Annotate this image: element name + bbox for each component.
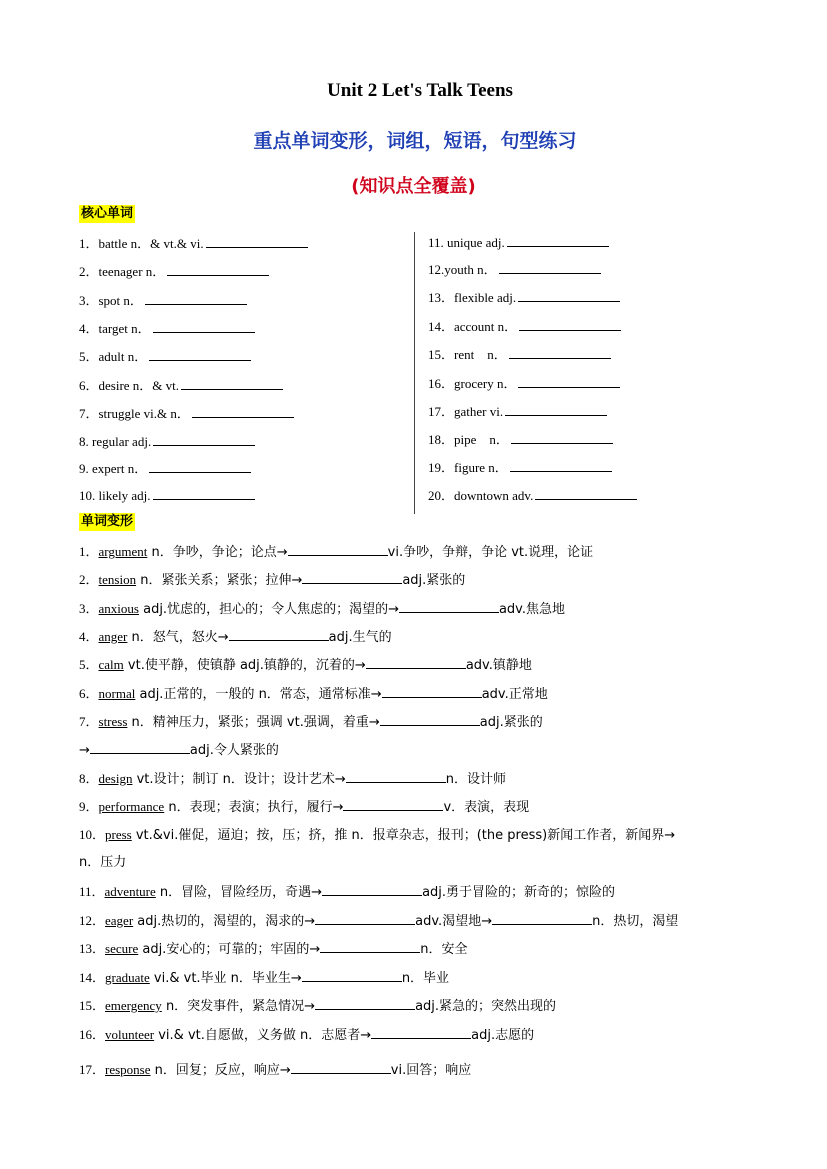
answer-blank[interactable]	[505, 402, 607, 416]
word-form-row	[79, 627, 392, 647]
base-word: press	[105, 827, 132, 842]
word-form-row	[79, 740, 279, 760]
item-number: 17．	[79, 1062, 106, 1077]
definition: adj.安心的；可靠的；牢固的→	[138, 942, 321, 957]
core-word-right-item	[428, 430, 613, 449]
word-form-row	[79, 542, 593, 562]
item-number: 5．	[79, 657, 99, 672]
base-word: stress	[98, 714, 128, 729]
item-number: 4．	[79, 629, 99, 644]
word-prompt: 10. likely adj.	[79, 488, 151, 503]
answer-blank[interactable]	[145, 291, 247, 305]
core-word-left-item	[79, 319, 255, 338]
word-prompt: 6．desire n．& vt.	[79, 378, 180, 393]
core-word-right-item	[428, 233, 609, 252]
core-word-left-item	[79, 347, 251, 366]
answer-blank[interactable]	[315, 911, 415, 925]
word-form-row	[79, 655, 532, 675]
word-prompt: 18．pipe n．	[428, 432, 509, 447]
word-form-row	[79, 911, 678, 931]
item-number: 8．	[79, 771, 99, 786]
word-form-row	[79, 939, 467, 959]
core-word-right-item	[428, 486, 637, 505]
core-word-left-item	[79, 486, 255, 505]
answer-blank[interactable]	[366, 655, 466, 669]
answer-blank[interactable]	[535, 486, 637, 500]
base-word: response	[105, 1062, 151, 1077]
definition: n．紧张关系；紧张；拉伸→	[136, 573, 303, 588]
answer-blank[interactable]	[229, 627, 329, 641]
target-form-hint: n．毕业	[401, 971, 450, 986]
definition: vi.& vt.毕业 n．毕业生→	[149, 971, 302, 986]
target-form-hint: adj.生气的	[328, 630, 392, 645]
base-word: volunteer	[105, 1027, 155, 1042]
core-word-left-item	[79, 432, 255, 451]
word-form-row	[79, 769, 506, 789]
answer-blank[interactable]	[499, 260, 601, 274]
answer-blank[interactable]	[371, 1025, 471, 1039]
base-word: design	[98, 771, 133, 786]
definition: adj.热切的，渴望的，渴求的→	[133, 914, 316, 929]
item-number: 11．	[79, 884, 105, 899]
answer-blank[interactable]	[492, 911, 592, 925]
core-word-left-item	[79, 291, 247, 310]
answer-blank[interactable]	[322, 882, 422, 896]
definition: vi.& vt.自愿做，义务做 n．志愿者→	[154, 1028, 372, 1043]
answer-blank[interactable]	[90, 740, 190, 754]
word-prompt: 4．target n．	[79, 321, 151, 336]
target-form-hint: adj.紧张的	[402, 573, 466, 588]
answer-blank[interactable]	[519, 317, 621, 331]
item-number: 16．	[79, 1027, 106, 1042]
word-prompt: 8. regular adj.	[79, 434, 152, 449]
answer-blank[interactable]	[509, 345, 611, 359]
core-word-right-item	[428, 317, 621, 336]
base-word: adventure	[104, 884, 156, 899]
word-form-row	[79, 1060, 471, 1080]
target-form-hint: n．热切，渴望	[592, 914, 679, 929]
answer-blank[interactable]	[518, 288, 620, 302]
answer-blank[interactable]	[302, 570, 402, 584]
definition: adj.忧虑的，担心的；令人焦虑的；渴望的→	[138, 602, 399, 617]
word-form-row	[79, 996, 556, 1016]
item-number: 9．	[79, 799, 99, 814]
answer-blank[interactable]	[320, 939, 420, 953]
word-form-row	[79, 1025, 534, 1045]
definition: →	[79, 743, 90, 758]
answer-blank[interactable]	[346, 769, 446, 783]
definition: n．回复；反应，响应→	[150, 1063, 291, 1078]
target-form-hint: vi.争吵，争辩，争论 vt.说理，论证	[387, 545, 594, 560]
word-form-row	[79, 854, 126, 872]
answer-blank[interactable]	[149, 347, 251, 361]
word-form-row	[79, 684, 548, 704]
target-form-hint: adj.紧张的	[479, 715, 543, 730]
answer-blank[interactable]	[315, 996, 415, 1010]
base-word: anger	[98, 629, 128, 644]
word-prompt: 11. unique adj.	[428, 235, 505, 250]
answer-blank[interactable]	[153, 486, 255, 500]
word-prompt: 7．struggle vi.& n．	[79, 406, 190, 421]
definition: n．怒气，怒火→	[127, 630, 229, 645]
base-word: performance	[98, 799, 165, 814]
section-label-word-forms: 单词变形	[81, 514, 134, 529]
answer-blank[interactable]	[153, 432, 255, 446]
target-form-hint: adj.勇于冒险的；新奇的；惊险的	[422, 885, 616, 900]
target-form-hint: adj.紧急的；突然出现的	[415, 999, 557, 1014]
answer-blank[interactable]	[511, 430, 613, 444]
word-form-row	[79, 599, 565, 619]
answer-blank[interactable]	[288, 542, 388, 556]
page-subtitle: 重点单词变形，词组，短语，句型练习	[253, 130, 577, 152]
target-form-hint: n．安全	[420, 942, 468, 957]
target-form-hint: adv.正常地	[481, 687, 548, 702]
core-word-right-item	[428, 374, 620, 393]
definition: n．争吵，争论；论点→	[147, 545, 288, 560]
definition: vt.&vi.催促，逼迫；按，压；挤，推 n．报章杂志，报刊；(the press)新闻工作者，新闻界→	[131, 828, 676, 843]
base-word: tension	[98, 572, 137, 587]
item-number: 13．	[79, 941, 106, 956]
base-word: eager	[105, 913, 134, 928]
core-word-left-item	[79, 459, 251, 478]
target-form-hint: adv.渴望地→	[415, 914, 493, 929]
answer-blank[interactable]	[153, 319, 255, 333]
definition: n．压力	[79, 855, 127, 870]
word-prompt: 3．spot n．	[79, 293, 143, 308]
word-prompt: 13．flexible adj.	[428, 290, 517, 305]
core-word-left-item	[79, 262, 269, 281]
answer-blank[interactable]	[380, 712, 480, 726]
definition: n．表现；表演；执行，履行→	[164, 800, 344, 815]
core-word-left-item	[79, 234, 308, 253]
answer-blank[interactable]	[510, 458, 612, 472]
definition: n．冒险，冒险经历，奇遇→	[155, 885, 323, 900]
word-form-row	[79, 712, 543, 732]
definition: vt.设计；制订 n．设计；设计艺术→	[132, 772, 346, 787]
definition: n．突发事件，紧急情况→	[161, 999, 316, 1014]
word-prompt: 1．battle n．& vt.& vi.	[79, 236, 204, 251]
section-label-core-words: 核心单词	[81, 206, 134, 221]
definition: n．精神压力，紧张；强调 vt.强调，着重→	[127, 715, 380, 730]
item-number: 2．	[79, 572, 99, 587]
target-form-hint: v．表演，表现	[443, 800, 530, 815]
item-number: 14．	[79, 970, 106, 985]
item-number: 10．	[79, 827, 106, 842]
core-word-right-item	[428, 458, 612, 477]
answer-blank[interactable]	[382, 684, 482, 698]
target-form-hint: adv.镇静地	[465, 658, 532, 673]
answer-blank[interactable]	[192, 404, 294, 418]
word-form-row	[79, 882, 615, 902]
item-number: 1．	[79, 544, 99, 559]
target-form-hint: vi.回答；响应	[390, 1063, 472, 1078]
target-form-hint: adj.志愿的	[471, 1028, 535, 1043]
item-number: 3．	[79, 601, 99, 616]
answer-blank[interactable]	[302, 968, 402, 982]
word-prompt: 9. expert n．	[79, 461, 148, 476]
page-subtitle-note: (知识点全覆盖)	[351, 176, 476, 197]
target-form-hint: n．设计师	[445, 772, 507, 787]
base-word: argument	[98, 544, 148, 559]
word-prompt: 14．account n．	[428, 319, 518, 334]
answer-blank[interactable]	[167, 262, 269, 276]
word-form-row	[79, 570, 465, 590]
core-word-right-item	[428, 288, 620, 307]
base-word: graduate	[105, 970, 150, 985]
base-word: anxious	[98, 601, 139, 616]
core-word-right-item	[428, 260, 601, 279]
word-form-row	[79, 968, 449, 988]
answer-blank[interactable]	[343, 797, 443, 811]
core-word-right-item	[428, 345, 611, 364]
answer-blank[interactable]	[291, 1060, 391, 1074]
answer-blank[interactable]	[399, 599, 499, 613]
base-word: emergency	[105, 998, 162, 1013]
item-number: 12．	[79, 913, 106, 928]
column-divider	[414, 232, 415, 514]
word-prompt: 12.youth n．	[428, 262, 497, 277]
answer-blank[interactable]	[149, 459, 251, 473]
item-number: 6．	[79, 686, 99, 701]
core-word-left-item	[79, 404, 294, 423]
base-word: normal	[98, 686, 136, 701]
answer-blank[interactable]	[507, 233, 609, 247]
definition: vt.使平静，使镇静 adj.镇静的，沉着的→	[123, 658, 366, 673]
word-prompt: 5．adult n．	[79, 349, 148, 364]
base-word: calm	[98, 657, 124, 672]
word-prompt: 2．teenager n．	[79, 264, 166, 279]
word-prompt: 19．figure n．	[428, 460, 508, 475]
item-number: 7．	[79, 714, 99, 729]
word-prompt: 16．grocery n．	[428, 376, 517, 391]
item-number: 15．	[79, 998, 106, 1013]
word-form-row	[79, 826, 675, 845]
target-form-hint: adj.令人紧张的	[189, 743, 279, 758]
word-prompt: 15．rent n．	[428, 347, 507, 362]
definition: adj.正常的，一般的 n．常态，通常标准→	[135, 687, 382, 702]
core-word-left-item	[79, 376, 283, 395]
page-title: Unit 2 Let's Talk Teens	[327, 80, 513, 101]
word-form-row	[79, 797, 529, 817]
word-prompt: 20．downtown adv.	[428, 488, 534, 503]
target-form-hint: adv.焦急地	[498, 602, 566, 617]
word-prompt: 17．gather vi.	[428, 404, 504, 419]
core-word-right-item	[428, 402, 607, 421]
answer-blank[interactable]	[181, 376, 283, 390]
answer-blank[interactable]	[206, 234, 308, 248]
base-word: secure	[105, 941, 139, 956]
answer-blank[interactable]	[518, 374, 620, 388]
